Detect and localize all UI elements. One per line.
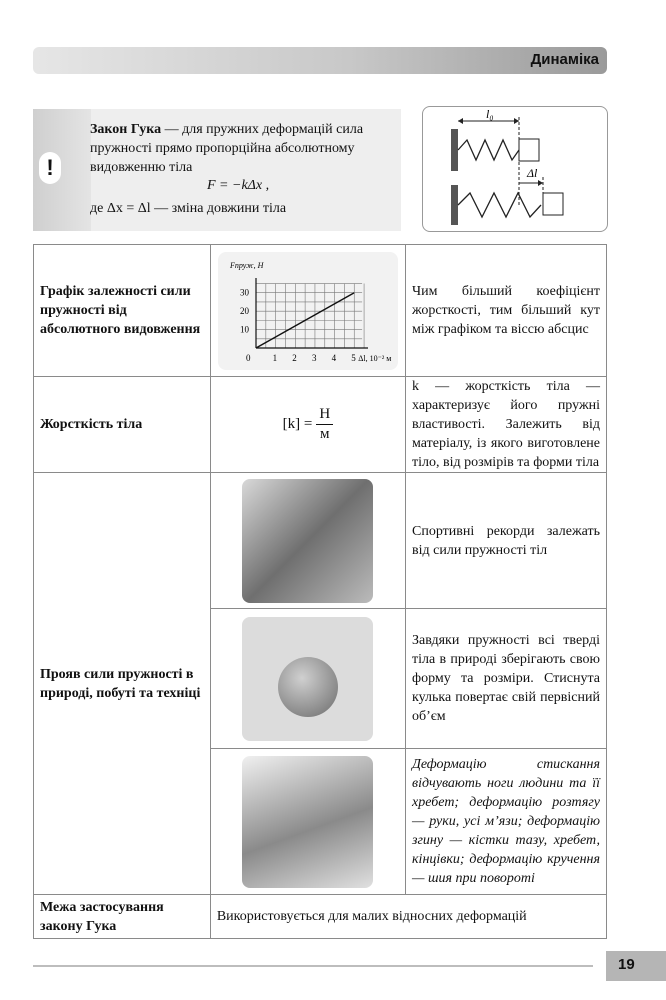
x-axis-label: Δl, 10⁻² м <box>358 353 392 363</box>
x-tick-label: 5 <box>351 352 356 363</box>
athlete-photo <box>242 479 373 603</box>
unit-lhs: [k] = <box>282 416 313 432</box>
spring-figure <box>422 106 608 232</box>
section-title: Динаміка <box>530 51 599 68</box>
row-label: Жорсткість тіла <box>34 377 211 473</box>
pushup-photo <box>242 756 373 888</box>
footer-rule <box>33 965 593 967</box>
row-label: Межа застосування закону Гука <box>34 895 211 939</box>
page-number: 19 <box>618 956 635 973</box>
photo-cell <box>210 749 405 895</box>
row-description: k — жорсткість тіла — характеризує його пружні властивості. Залежить від матеріалу, із якого виготовлене тіло, від розмірів та форми тіла <box>406 377 607 473</box>
table-row <box>34 377 607 473</box>
ball-photo <box>242 617 373 741</box>
law-text: — для пружних деформацій сила пружності прямо пропорційна абсолютному видовженню тіла <box>90 122 364 175</box>
law-title: Закон Гука <box>90 122 162 137</box>
x-tick-label: 2 <box>292 352 297 363</box>
exclamation-icon: ! <box>39 152 61 184</box>
x-tick-label: 0 <box>245 352 251 363</box>
photo-cell <box>210 473 405 609</box>
unit-formula <box>210 377 405 473</box>
graph-cell <box>210 245 405 377</box>
law-formula: F = −kΔx , <box>207 178 270 193</box>
row-description: Деформацію стискання відчувають ноги людини та її хребет; деформацію розтягу — руки, усі м’язи; деформацію згину — кістки тазу, хребет, кінцівки; деформацію кручення — шия при повороті <box>406 749 607 895</box>
unit-numerator: Н <box>316 405 333 425</box>
spring-label-l0: l₀ <box>486 107 494 121</box>
y-tick-label: 20 <box>239 305 249 316</box>
x-tick-label: 4 <box>331 352 337 363</box>
x-tick-label: 3 <box>311 352 317 363</box>
y-tick-label: 10 <box>239 324 249 335</box>
row-label: Графік залежності сили пружності від абсолютного видовження <box>34 245 211 377</box>
x-tick-label: 1 <box>272 352 278 363</box>
row-description: Завдяки пружності всі тверді тіла в природі зберігають свою форму та розміри. Стиснута кулька повертає свій первісний об’єм <box>406 609 607 749</box>
unit-denominator: м <box>320 426 330 442</box>
spring-label-dl: Δl <box>527 166 538 180</box>
summary-table <box>33 244 607 939</box>
row-description: Чим більший коефіцієнт жорсткості, тим більший кут між графіком та віссю абсцис <box>406 245 607 377</box>
y-axis-label: Fпруж, Н <box>229 260 264 270</box>
page-number-tab <box>606 951 666 981</box>
section-header <box>33 47 607 74</box>
hooke-graph <box>218 252 398 370</box>
law-statement <box>90 120 395 177</box>
table-row <box>34 895 607 939</box>
law-definition: де Δx = Δl — зміна довжини тіла <box>90 201 287 216</box>
row-description: Використовується для малих відносних деформацій <box>210 895 606 939</box>
spring-diagram <box>423 107 607 231</box>
table-row <box>34 245 607 377</box>
table-row <box>34 473 607 609</box>
row-description: Спортивні рекорди залежать від сили пружності тіл <box>406 473 607 609</box>
y-tick-label: 30 <box>239 287 249 298</box>
photo-cell <box>210 609 405 749</box>
row-label: Прояв сили пружності в природі, побуті та техніці <box>34 473 211 895</box>
